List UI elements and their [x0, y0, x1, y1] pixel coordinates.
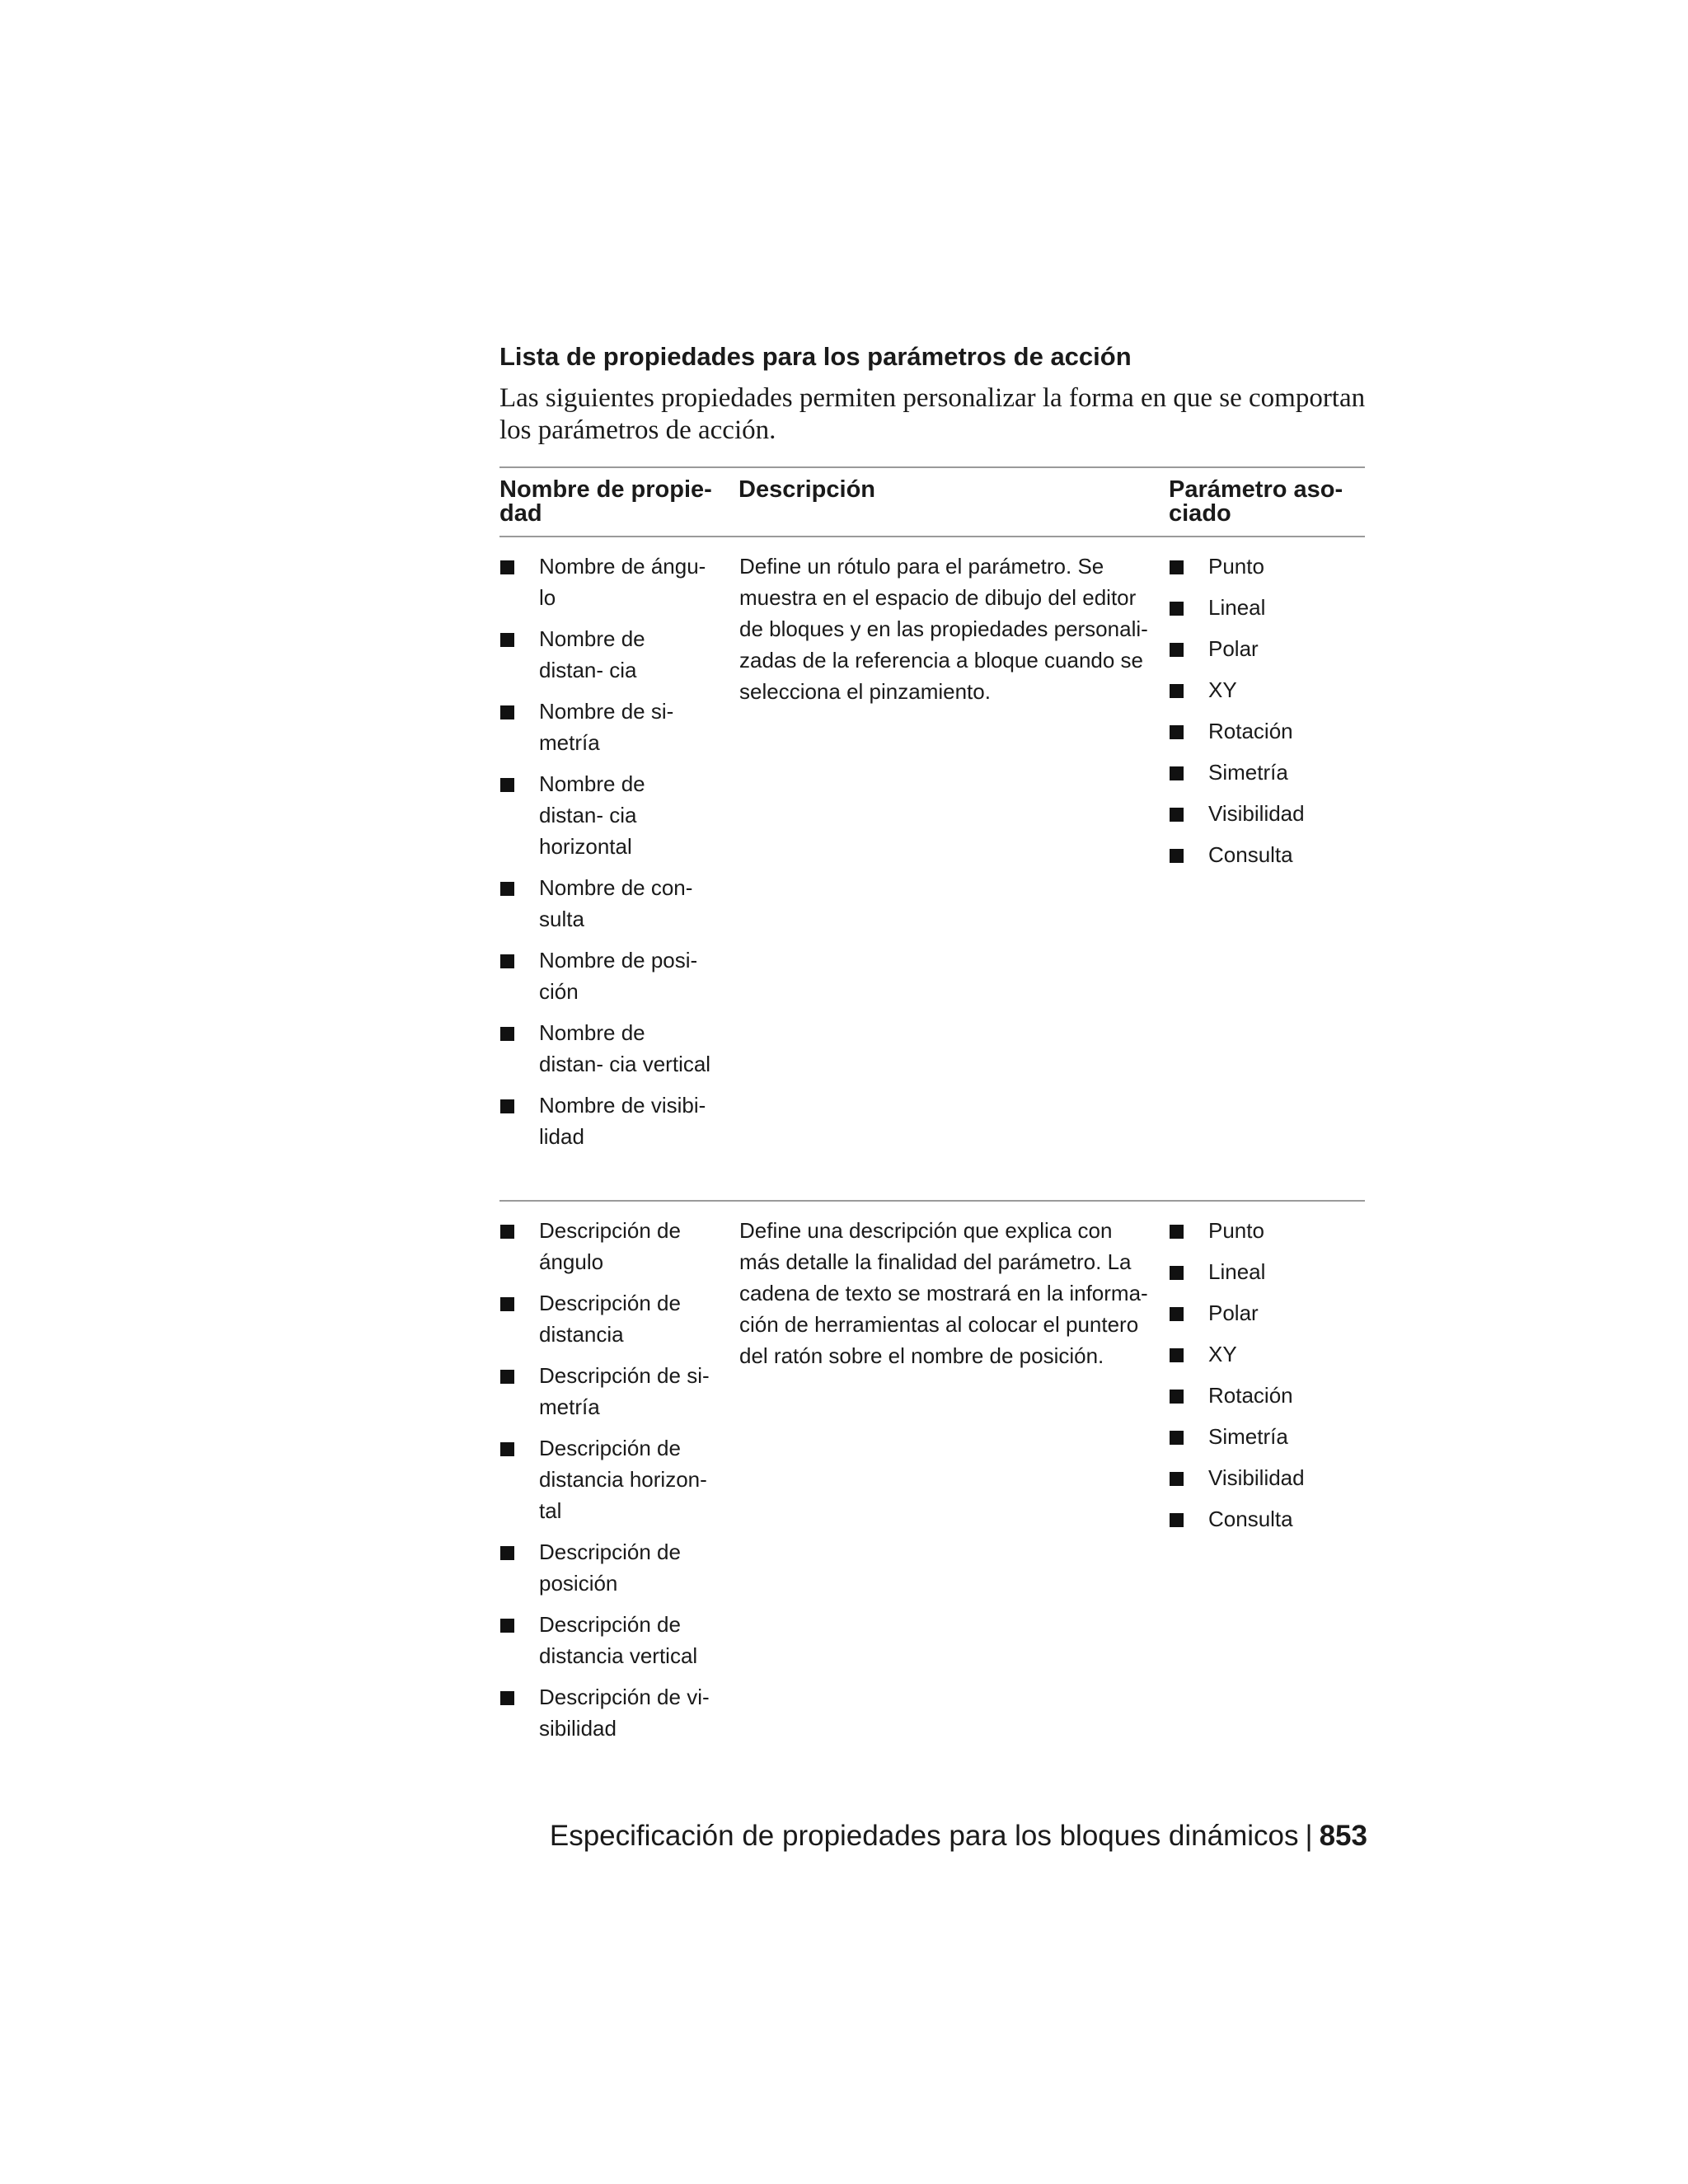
- associated-parameter-list: [1170, 1215, 1364, 1535]
- list-item: Nombre de distan- cia vertical: [500, 1017, 712, 1080]
- bullet-square-icon: [1170, 1431, 1184, 1445]
- property-name-list: [500, 551, 738, 1152]
- list-item: Descripción de vi- sibilidad: [500, 1681, 712, 1744]
- names-cell: [499, 537, 738, 1201]
- list-item: Rotación: [1170, 1380, 1364, 1411]
- list-item: Polar: [1170, 633, 1364, 664]
- list-item: Lineal: [1170, 1256, 1364, 1287]
- bullet-square-icon: [500, 1099, 514, 1113]
- property-name-list: [500, 1215, 738, 1744]
- list-item: Descripción de distancia: [500, 1287, 712, 1350]
- bullet-square-icon: [500, 1027, 514, 1041]
- list-item: Nombre de si- metría: [500, 696, 712, 758]
- list-item: Punto: [1170, 1215, 1364, 1246]
- bullet-square-icon: [500, 1619, 514, 1633]
- footer-separator: |: [1305, 1820, 1313, 1852]
- names-cell: [499, 1201, 738, 1792]
- header-property-name: Nombre de propie- dad: [499, 467, 738, 537]
- bullet-square-icon: [1170, 684, 1184, 698]
- bullet-square-icon: [1170, 808, 1184, 822]
- bullet-square-icon: [1170, 1472, 1184, 1486]
- bullet-square-icon: [500, 705, 514, 719]
- bullet-square-icon: [1170, 725, 1184, 739]
- bullet-square-icon: [500, 1370, 514, 1384]
- list-item: Nombre de visibi- lidad: [500, 1090, 712, 1152]
- list-item: Lineal: [1170, 592, 1364, 623]
- list-item: Simetría: [1170, 757, 1364, 788]
- page-number: 853: [1319, 1820, 1367, 1852]
- list-item: Descripción de distancia horizon- tal: [500, 1432, 712, 1526]
- associated-parameter-list: [1170, 551, 1364, 870]
- description-cell: Define una descripción que explica con más detalle la finalidad del parámetro. La cadena de texto se mostrará en la informa- ción de herramientas al colocar el puntero del ratón sobre el nombre de posición.: [738, 1201, 1169, 1792]
- intro-paragraph: Las siguientes propiedades permiten personalizar la forma en que se comportan los parámetros de acción.: [499, 383, 1366, 445]
- description-cell: Define un rótulo para el parámetro. Se muestra en el espacio de dibujo del editor de bloques y en las propiedades personali- zadas de la referencia a bloque cuando se selecciona el pinzamiento.: [739, 554, 1148, 704]
- list-item: Nombre de distan- cia horizontal: [500, 768, 712, 862]
- params-cell: [1169, 1201, 1365, 1792]
- table-row: [499, 537, 1365, 1201]
- list-item: Simetría: [1170, 1421, 1364, 1452]
- list-item: Nombre de posi- ción: [500, 944, 712, 1007]
- list-item: Nombre de con- sulta: [500, 872, 712, 935]
- bullet-square-icon: [1170, 1225, 1184, 1239]
- list-item: Consulta: [1170, 1503, 1364, 1535]
- bullet-square-icon: [500, 778, 514, 792]
- list-item: Descripción de posición: [500, 1536, 712, 1599]
- table-row: [499, 1201, 1365, 1792]
- list-item: Punto: [1170, 551, 1364, 582]
- bullet-square-icon: [500, 560, 514, 574]
- params-cell: [1169, 537, 1365, 1201]
- bullet-square-icon: [1170, 1513, 1184, 1527]
- bullet-square-icon: [1170, 643, 1184, 657]
- bullet-square-icon: [1170, 1266, 1184, 1280]
- bullet-square-icon: [1170, 849, 1184, 863]
- header-description: Descripción: [738, 467, 1169, 537]
- list-item: Nombre de ángu- lo: [500, 551, 712, 613]
- table-header-row: [499, 467, 1365, 537]
- bullet-square-icon: [1170, 1307, 1184, 1321]
- bullet-square-icon: [1170, 1390, 1184, 1404]
- bullet-square-icon: [500, 633, 514, 647]
- list-item: Descripción de si- metría: [500, 1360, 712, 1422]
- bullet-square-icon: [500, 1225, 514, 1239]
- bullet-square-icon: [500, 1442, 514, 1456]
- list-item: Nombre de distan- cia: [500, 623, 712, 686]
- list-item: XY: [1170, 674, 1364, 705]
- bullet-square-icon: [1170, 560, 1184, 574]
- page-content: [499, 341, 1367, 1792]
- bullet-square-icon: [500, 1691, 514, 1705]
- bullet-square-icon: [500, 954, 514, 968]
- list-item: Descripción de distancia vertical: [500, 1609, 712, 1671]
- footer-chapter-title: Especificación de propiedades para los bloques dinámicos: [549, 1820, 1299, 1852]
- properties-table: [499, 466, 1365, 1792]
- bullet-square-icon: [1170, 602, 1184, 616]
- bullet-square-icon: [1170, 1348, 1184, 1362]
- header-associated-parameter: Parámetro aso- ciado: [1169, 467, 1365, 537]
- list-item: Visibilidad: [1170, 798, 1364, 829]
- bullet-square-icon: [500, 882, 514, 896]
- section-title: Lista de propiedades para los parámetros de acción: [499, 342, 1132, 371]
- list-item: Visibilidad: [1170, 1462, 1364, 1493]
- list-item: Descripción de ángulo: [500, 1215, 712, 1277]
- list-item: XY: [1170, 1338, 1364, 1370]
- list-item: Polar: [1170, 1297, 1364, 1329]
- bullet-square-icon: [500, 1546, 514, 1560]
- list-item: Consulta: [1170, 839, 1364, 870]
- list-item: Rotación: [1170, 715, 1364, 747]
- bullet-square-icon: [500, 1297, 514, 1311]
- page-footer: [550, 1818, 1367, 1854]
- bullet-square-icon: [1170, 766, 1184, 780]
